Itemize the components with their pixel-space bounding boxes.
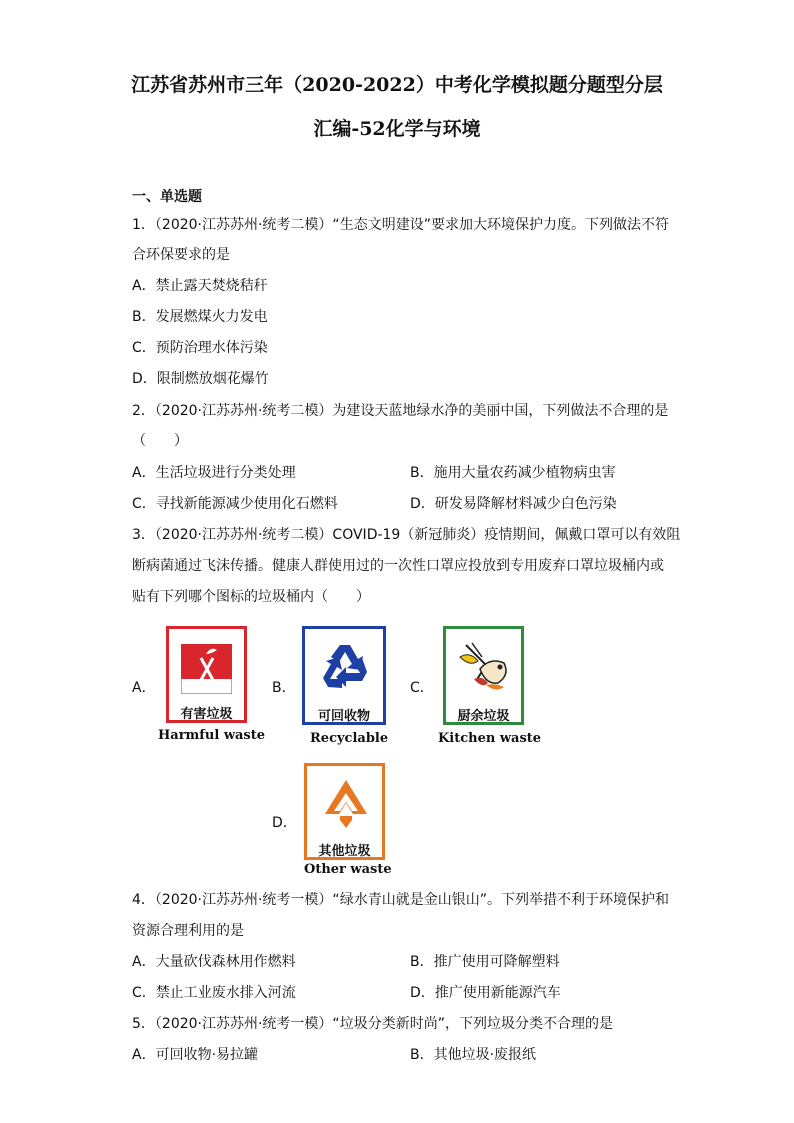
kitchen-waste-sign: [443, 626, 524, 725]
kitchen-waste-en-label: Kitchen waste: [438, 731, 542, 746]
q4-option-d: D．推广使用新能源汽车: [410, 985, 561, 1001]
q5-stem-line1: 5．（2020·江苏苏州·统考一模）“垃圾分类新时尚”，下列垃圾分类不合理的是: [132, 1016, 613, 1032]
q1-option-a: A．禁止露天焚烧秸秆: [132, 278, 268, 294]
recyclable-cn-label: 可回收物: [317, 709, 370, 724]
other-waste-sign: [304, 763, 385, 860]
kitchen-waste-cn-label: 厨余垃圾: [457, 709, 510, 724]
harmful-waste-en-label: Harmful waste: [158, 728, 266, 743]
q4-option-b: B．推广使用可降解塑料: [410, 954, 560, 970]
harmful-waste-sign: [166, 626, 247, 723]
q1-option-c: C．预防治理水体污染: [132, 340, 268, 356]
q3-stem-line2: 断病菌通过飞沫传播。健康人群使用过的一次性口罩应投放到专用废弃口罩垃圾桶内或: [132, 558, 664, 574]
q2-stem-line1: 2．（2020·江苏苏州·统考二模）为建设天蓝地绿水净的美丽中国，下列做法不合理的是: [132, 403, 669, 419]
q2-option-c: C．寻找新能源减少使用化石燃料: [132, 496, 338, 512]
recyclable-sign: [302, 626, 386, 725]
q5-option-b: B．其他垃圾·废报纸: [410, 1047, 537, 1063]
q1-option-b: B．发展燃煤火力发电: [132, 309, 268, 325]
recyclable-en-label: Recyclable: [310, 731, 389, 746]
q3-option-a-label: A．: [132, 680, 156, 696]
food-scraps-icon: [456, 635, 514, 697]
q1-stem-line2: 合环保要求的是: [132, 247, 230, 263]
other-waste-cn-label: 其他垃圾: [318, 844, 371, 859]
q1-stem-line1: 1．（2020·江苏苏州·统考二模）“生态文明建设”要求加大环境保护力度。下列做法不符: [132, 217, 669, 233]
harmful-waste-icon: [181, 644, 232, 694]
q3-option-d-label: D．: [272, 815, 297, 831]
q4-stem-line2: 资源合理利用的是: [132, 923, 244, 939]
q4-option-a: A．大量砍伐森林用作燃料: [132, 954, 296, 970]
doc-title-line1: 江苏省苏州市三年（2020-2022）中考化学模拟题分题型分层: [131, 74, 663, 96]
q2-option-d: D．研发易降解材料减少白色污染: [410, 496, 617, 512]
other-waste-en-label: Other waste: [304, 862, 392, 877]
doc-title-line2: 汇编-52化学与环境: [313, 118, 481, 140]
q4-option-c: C．禁止工业废水排入河流: [132, 985, 296, 1001]
q2-option-b: B．施用大量农药减少植物病虫害: [410, 465, 616, 481]
q2-option-a: A．生活垃圾进行分类处理: [132, 465, 296, 481]
q3-stem-line3: 贴有下列哪个图标的垃圾桶内（ ）: [132, 589, 370, 605]
q2-stem-line2: （ ）: [132, 433, 188, 449]
q3-option-c-label: C．: [410, 680, 434, 696]
other-waste-icon: [319, 776, 373, 832]
q5-option-a: A．可回收物·易拉罐: [132, 1047, 259, 1063]
recycle-icon: [316, 639, 374, 697]
harmful-waste-cn-label: 有害垃圾: [180, 707, 233, 722]
section-heading: 一、单选题: [132, 189, 202, 205]
q3-option-b-label: B．: [272, 680, 296, 696]
q4-stem-line1: 4．（2020·江苏苏州·统考一模）“绿水青山就是金山银山”。下列举措不利于环境保护和: [132, 892, 669, 908]
q3-stem-line1: 3．（2020·江苏苏州·统考二模）COVID-19（新冠肺炎）疫情期间，佩戴口罩可以有效阻: [132, 527, 681, 543]
q1-option-d: D．限制燃放烟花爆竹: [132, 371, 269, 387]
